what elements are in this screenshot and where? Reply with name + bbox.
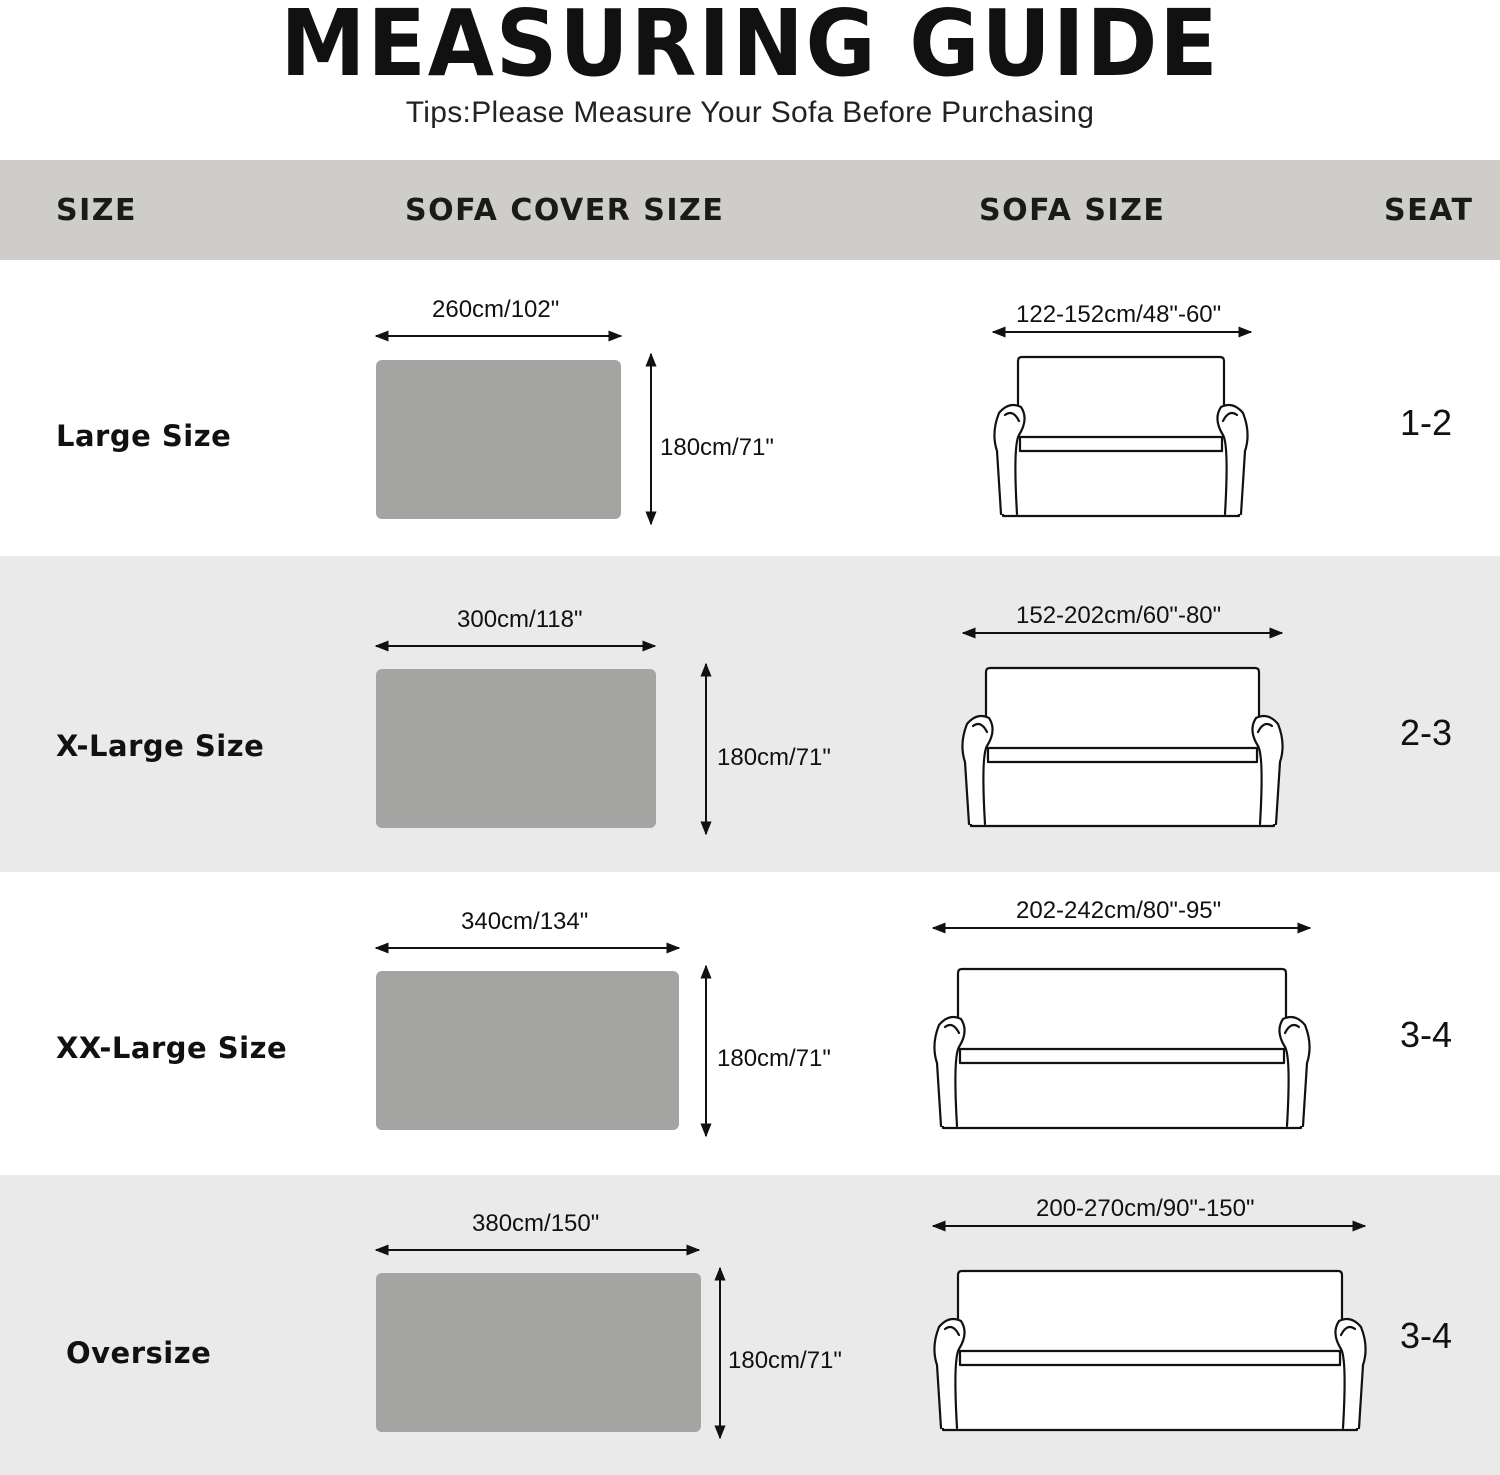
cover-width-label: 260cm/102" [432,296,560,323]
header-seat: SEAT [1384,193,1474,228]
sofa-width-label: 202-242cm/80"-95" [1016,897,1222,924]
page-title: MEASURING GUIDE [280,0,1220,97]
seat-count: 3-4 [1400,1014,1453,1055]
seat-count: 2-3 [1400,712,1453,753]
page-subtitle: Tips:Please Measure Your Sofa Before Purchasing [405,96,1095,129]
header-sofa-size: SOFA SIZE [979,193,1166,228]
sofa-outline-icon [934,969,1309,1128]
cover-height-label: 180cm/71" [728,1347,842,1374]
size-label: X-Large Size [56,729,265,763]
size-label: XX-Large Size [56,1031,288,1065]
cover-width-label: 300cm/118" [457,606,583,633]
header-cover-size: SOFA COVER SIZE [405,193,725,228]
cover-height-label: 180cm/71" [717,744,831,771]
sofa-width-label: 152-202cm/60"-80" [1016,602,1222,629]
sofa-outline-icon [962,668,1282,826]
cover-width-label: 340cm/134" [461,908,589,935]
header-size: SIZE [56,193,138,228]
sofa-outline-icon [994,357,1247,516]
cover-width-label: 380cm/150" [472,1210,600,1237]
seat-count: 3-4 [1400,1315,1453,1356]
cover-height-label: 180cm/71" [660,434,774,461]
cover-height-label: 180cm/71" [717,1045,831,1072]
sofa-width-label: 122-152cm/48"-60" [1016,301,1222,328]
seat-count: 1-2 [1400,402,1453,443]
sofa-width-label: 200-270cm/90"-150" [1036,1195,1255,1222]
size-label: Large Size [56,419,232,453]
size-label: Oversize [66,1336,212,1370]
sofa-outline-icon [934,1271,1365,1430]
